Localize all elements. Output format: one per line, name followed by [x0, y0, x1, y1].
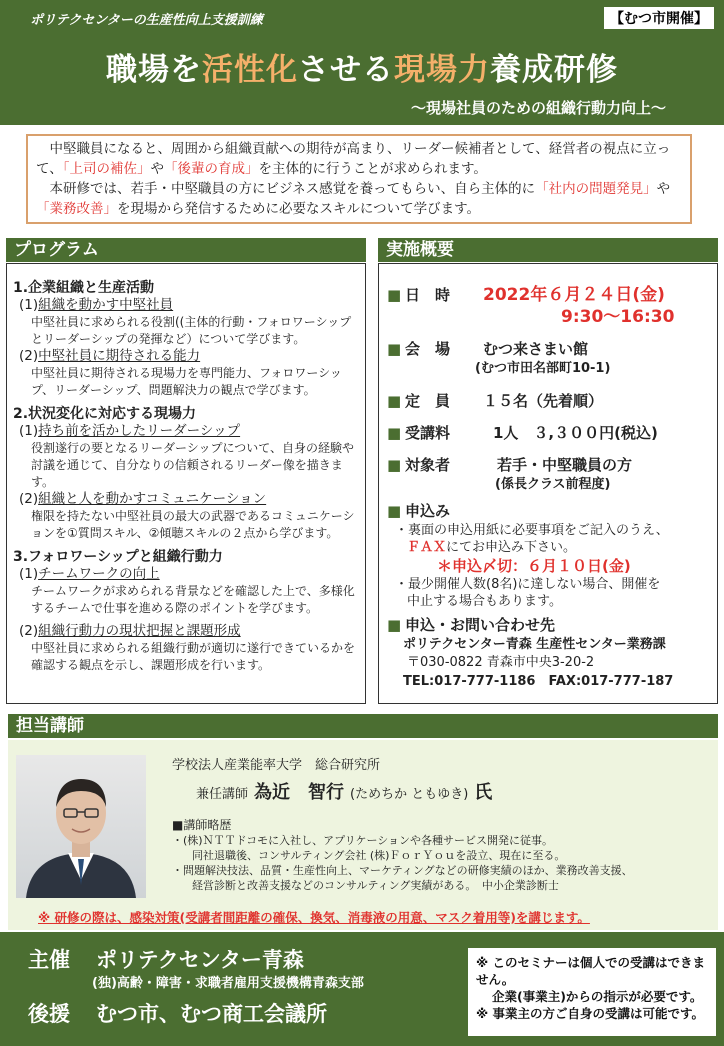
square-bullet-icon: ■ — [387, 424, 402, 442]
intro-paragraph-1: 中堅職員になると、周囲から組織貢献への期待が高まり、リーダー候補者として、経営者の視点に立って、「上司の補佐」や「後輩の育成」を主体的に行うことが求められます。 — [36, 141, 671, 177]
program-section-title: 2.状況変化に対応する現場力 — [13, 406, 197, 422]
host-sub: (独)高齢・障害・求職者雇用支援機構青森支部 — [92, 976, 364, 991]
program-item-desc: 役割遂行の要となるリーダーシップについて、自身の経験や討議を通じて、自分なりの信頼されるリーダー像を描きます。 — [31, 441, 355, 489]
host-row: 主催 ポリテクセンター青森 — [28, 948, 304, 972]
page-title: 職場を活性化させる現場力養成研修 — [106, 52, 618, 88]
lecturer-heading: 担当講師 — [8, 714, 718, 738]
square-bullet-icon: ■ — [387, 286, 402, 304]
program-item: (2)中堅社員に期待される能力 — [19, 348, 201, 364]
venue-row: ■ 会 場 むつ来さまい館 — [387, 340, 589, 358]
intro-box — [26, 134, 692, 224]
program-item-desc: 権限を持たない中堅社員の最大の武器であるコミュニケーションを①質問スキル、②傾聴スキルの２点から学びます。 — [31, 509, 355, 540]
program-item: (2)組織行動力の現状把握と課題形成 — [19, 623, 241, 639]
contact-address: 〒030-0822 青森市中央3-20-2 — [407, 655, 595, 670]
square-bullet-icon: ■ — [387, 456, 402, 474]
supertitle: ポリテクセンターの生産性向上支援訓練 — [30, 13, 263, 28]
program-box — [6, 263, 366, 704]
contact-org: ポリテクセンター青森 生産性センター業務課 — [403, 637, 666, 652]
lecturer-photo — [16, 755, 146, 898]
lecturer-org: 学校法人産業能率大学 総合研究所 — [172, 758, 381, 773]
apply-instructions: ・裏面の申込用紙に必要事項をご記入のうえ、 ＦＡＸにてお申込み下さい。 — [395, 523, 669, 555]
lecturer-panel — [8, 740, 718, 930]
overview-box — [378, 263, 718, 704]
city-tag: 【むつ市開催】 — [604, 7, 714, 29]
square-bullet-icon: ■ — [387, 502, 402, 520]
venue-address: (むつ市田名部町10-1) — [475, 361, 611, 376]
square-bullet-icon: ■ — [387, 616, 402, 634]
program-item-desc: 中堅社員に求められる役割((主体的行動・フォロワーシップとリーダーシップの発揮など）について学びます。 — [31, 315, 352, 346]
lecturer-name-row: 兼任講師 為近 智行 (ためちか ともゆき) 氏 — [196, 778, 492, 804]
program-item-desc: チームワークが求められる背景などを確認した上で、多様化するチームで仕事を進める際のポイントを学びます。 — [31, 584, 355, 615]
header-banner — [0, 0, 724, 125]
min-participants-note: ・最少開催人数(8名)に達しない場合、開催を 中止する場合もあります。 — [395, 577, 661, 609]
intro-paragraph-2: 本研修では、若手・中堅職員の方にビジネス感覚を養ってもらい、自ら主体的に「社内の問題発見」や「業務改善」を現場から発信するために必要なスキルについて学びます。 — [36, 181, 671, 217]
overview-heading: 実施概要 — [378, 238, 718, 262]
deadline: ＊申込〆切：６月１０日(金) — [437, 557, 631, 575]
program-item: (1)持ち前を活かしたリーダーシップ — [19, 423, 241, 439]
lecturer-bio: ■講師略歴 ・(株)ＮＴＴドコモに入社し、アプリケーションや各種サービス開発に従事。 同社退職後、コンサルティング会社 (株)ＦｏｒＹｏｕを設立、現在に至る。 ・問題解決技法、品質・生産性向上、マーケティングなどの研修実績のほか、業務改善支援、 経営診断と改善支援などのコンサルティング実績がある。 中小企業診断士 — [172, 818, 633, 892]
contact-row: ■ 申込・お問い合わせ先 — [387, 616, 556, 634]
venue-name: むつ来さまい館 — [483, 340, 589, 358]
page-subtitle: ～現場社員のための組織行動力向上～ — [410, 99, 666, 117]
event-time: 9:30～16:30 — [561, 307, 675, 327]
footer-banner — [0, 932, 724, 1046]
lecturer-name: 為近 智行 — [254, 782, 345, 803]
program-section-title: 1.企業組織と生産活動 — [13, 280, 155, 296]
program-item: (2)組織と人を動かすコミュニケーション — [19, 491, 267, 507]
target-row: ■ 対象者 若手・中堅職員の方 — [387, 456, 633, 474]
program-item: (1)組織を動かす中堅社員 — [19, 297, 174, 313]
attendance-note: ※ このセミナーは個人での受講はできません。 企業(事業主)からの指示が必要です。 ※ 事業主の方ご自身の受講は可能です。 — [468, 948, 716, 1036]
program-item-desc: 中堅社員に期待される現場力を専門能力、フォロワーシップ、リーダーシップ、問題解決力の観点で学びます。 — [31, 366, 342, 397]
event-date: 2022年６月２４日(金) — [483, 285, 665, 305]
program-item: (1)チームワークの向上 — [19, 566, 160, 582]
date-row: ■ 日 時 2022年６月２４日(金) — [387, 285, 665, 305]
fee-row: ■ 受講料 1人 ３,３００円(税込) — [387, 424, 658, 442]
contact-tel: TEL:017-777-1186 FAX:017-777-187 — [403, 674, 674, 689]
capacity-row: ■ 定 員 １５名（先着順） — [387, 392, 604, 410]
program-section-title: 3.フォロワーシップと組織行動力 — [13, 549, 223, 565]
program-item-desc: 中堅社員に求められる組織行動が適切に遂行できているかを確認する観点を示し、課題形成を行います。 — [31, 641, 356, 672]
support-row: 後援 むつ市、むつ商工会議所 — [28, 1002, 327, 1026]
target-note: (係長クラス前程度) — [495, 477, 611, 492]
square-bullet-icon: ■ — [387, 392, 402, 410]
infection-warning: ※ 研修の際は、感染対策(受講者間距離の確保、換気、消毒液の用意、マスク着用等)を講じます。 — [38, 910, 590, 925]
program-heading: プログラム — [6, 238, 366, 262]
square-bullet-icon: ■ — [387, 340, 402, 358]
apply-row: ■ 申込み — [387, 502, 451, 520]
